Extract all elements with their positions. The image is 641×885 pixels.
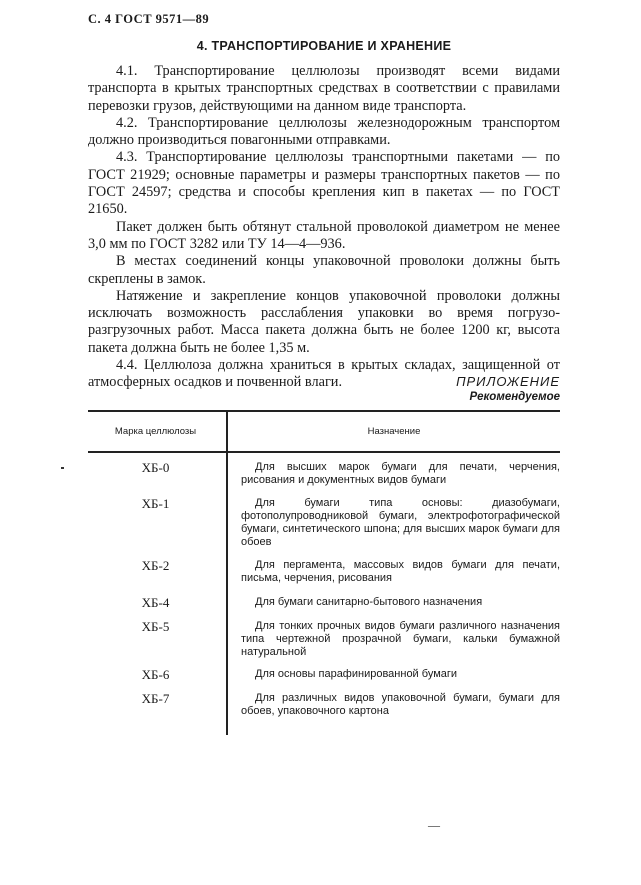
purpose-cell: Для бумаги типа основы: диазобумаги, фотополупроводниковой бумаги, электрофотографической бумаги, синтетического шпона; для высших марок бумаги для обоев bbox=[241, 497, 560, 548]
table-header-rule bbox=[88, 451, 560, 453]
mark-cell: ХБ-2 bbox=[141, 558, 170, 573]
purpose-cell: Для пергамента, массовых видов бумаги для печати, письма, черчения, рисования bbox=[241, 559, 560, 584]
mark-cell: ХБ-5 bbox=[141, 619, 170, 634]
section-title: 4. ТРАНСПОРТИРОВАНИЕ И ХРАНЕНИЕ bbox=[196, 39, 452, 53]
scan-speck bbox=[61, 467, 64, 469]
paragraph: 4.4. Целлюлоза должна храниться в крытых складах, защищенной от атмосферных осадков и почвенной влаги. bbox=[88, 357, 560, 391]
purpose-cell: Для тонких прочных видов бумаги различного назначения типа чертежной прозрачной бумаги, кальки бумажной натуральной bbox=[241, 620, 560, 658]
mark-cell: ХБ-4 bbox=[141, 595, 170, 610]
appendix-title: ПРИЛОЖЕНИЕ bbox=[456, 374, 560, 389]
purpose-cell: Для высших марок бумаги для печати, черчения, рисования и документных видов бумаги bbox=[241, 461, 560, 486]
scan-mark: — bbox=[428, 818, 440, 832]
paragraph: 4.1. Транспортирование целлюлозы производят всеми видами транспорта в крытых транспортных средствах в соответствии с правилами перевозки грузов, действующими на данном виде транспорта. bbox=[88, 63, 560, 114]
mark-cell: ХБ-0 bbox=[141, 460, 170, 475]
paragraph: Пакет должен быть обтянут стальной проволокой диаметром не менее 3,0 мм по ГОСТ 3282 или ТУ 14—4—936. bbox=[88, 218, 560, 252]
mark-cell: ХБ-6 bbox=[141, 667, 170, 682]
table-header-purpose: Назначение bbox=[367, 426, 421, 437]
mark-cell: ХБ-7 bbox=[141, 691, 170, 706]
purpose-cell: Для различных видов упаковочной бумаги, бумаги для обоев, упаковочного картона bbox=[241, 692, 560, 717]
table-header-mark: Марка целлюлозы bbox=[114, 426, 197, 437]
purpose-cell: Для основы парафинированной бумаги bbox=[255, 668, 458, 680]
page-header: С. 4 ГОСТ 9571—89 bbox=[88, 12, 210, 26]
table-column-divider bbox=[226, 410, 228, 735]
purpose-cell: Для бумаги санитарно-бытового назначения bbox=[255, 596, 483, 608]
paragraph: 4.3. Транспортирование целлюлозы транспортными пакетами — по ГОСТ 21929; основные параметры и размеры транспортных пакетов — по ГОСТ 24597; средства и способы крепления кип в пакетах — по ГОСТ 21650. bbox=[88, 149, 560, 218]
paragraph: В местах соединений концы упаковочной проволоки должны быть скреплены в замок. bbox=[88, 253, 560, 287]
paragraph: 4.2. Транспортирование целлюлозы железнодорожным транспортом должно производиться повагонными отправками. bbox=[88, 114, 560, 149]
appendix-subtitle: Рекомендуемое bbox=[469, 391, 560, 403]
mark-cell: ХБ-1 bbox=[141, 496, 170, 511]
section-body bbox=[88, 63, 560, 392]
table-top-rule bbox=[88, 410, 560, 412]
paragraph: Натяжение и закрепление концов упаковочной проволоки должны исключать возможность расслабления упаковки во время погрузо-разгрузочных работ. Масса пакета должна быть не более 1200 кг, высота пакета должна быть не более 1,35 м. bbox=[88, 287, 560, 356]
